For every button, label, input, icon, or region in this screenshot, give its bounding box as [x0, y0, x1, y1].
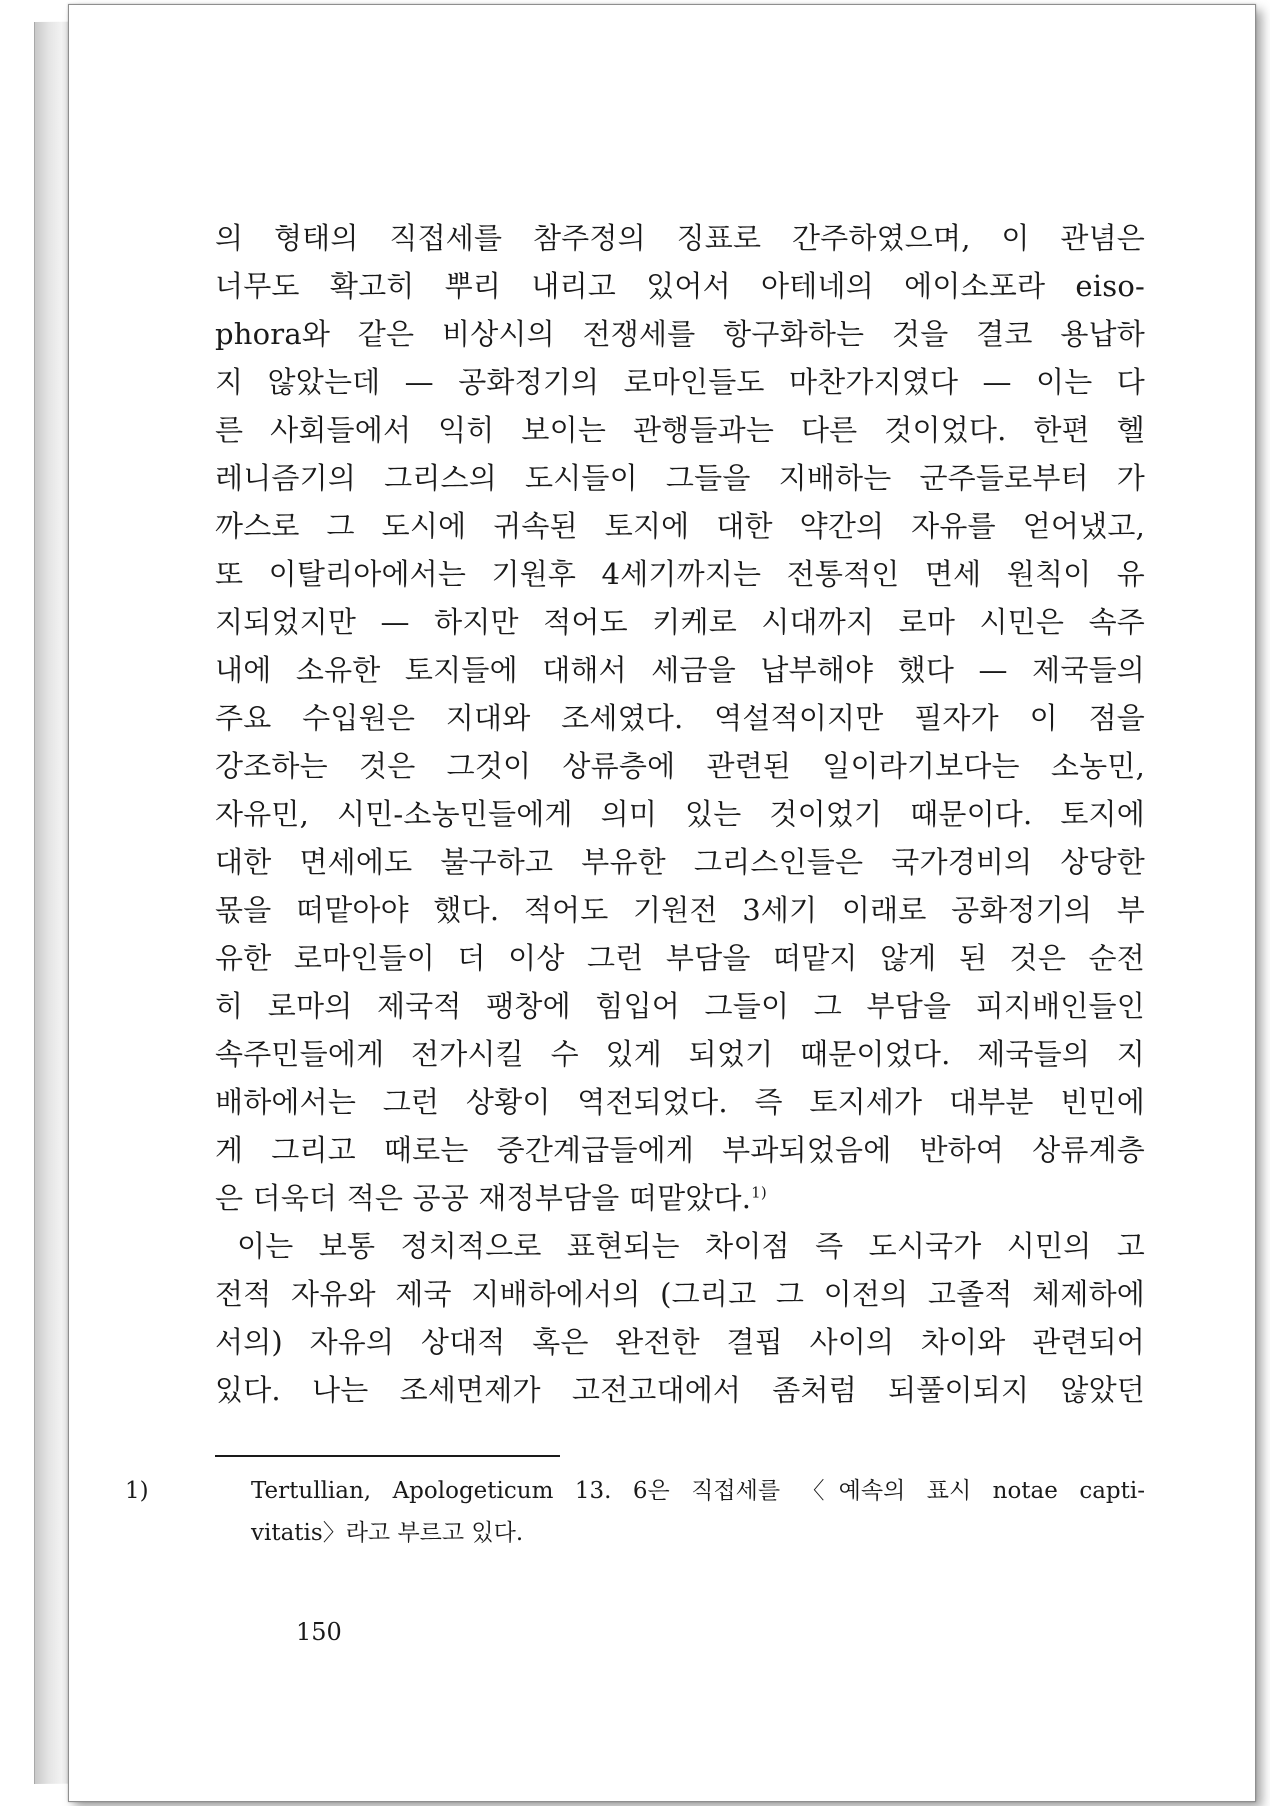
footnote-divider	[215, 1455, 560, 1457]
text-line: 의 형태의 직접세를 참주정의 징표로 간주하였으며, 이 관념은	[215, 221, 1145, 255]
footnote-marker[interactable]: 1)	[751, 1183, 767, 1202]
text-line: 강조하는 것은 그것이 상류층에 관련된 일이라기보다는 소농민,	[215, 749, 1145, 783]
text-line: 배하에서는 그런 상황이 역전되었다. 즉 토지세가 대부분 빈민에	[215, 1085, 1145, 1119]
paragraph-2-line: 이는 보통 정치적으로 표현되는 차이점 즉 도시국가 시민의 고	[237, 1229, 1145, 1263]
text-line: 까스로 그 도시에 귀속된 토지에 대한 약간의 자유를 얻어냈고,	[215, 509, 1145, 543]
text-line: 히 로마의 제국적 팽창에 힘입어 그들이 그 부담을 피지배인들인	[215, 989, 1145, 1023]
body-text	[215, 214, 1145, 1414]
paragraph-2-line: 서의) 자유의 상대적 혹은 완전한 결핍 사이의 차이와 관련되어	[215, 1325, 1145, 1359]
text-line: 유한 로마인들이 더 이상 그런 부담을 떠맡지 않게 된 것은 순전	[215, 941, 1145, 975]
text-line: 게 그리고 때로는 중간계급들에게 부과되었음에 반하여 상류계층	[215, 1133, 1145, 1167]
text-line: 너무도 확고히 뿌리 내리고 있어서 아테네의 에이소포라 eiso-	[215, 269, 1145, 303]
text-line: 지 않았는데 — 공화정기의 로마인들도 마찬가지였다 — 이는 다	[215, 365, 1145, 399]
footnote-line-1	[125, 1470, 1145, 1512]
text-line-last	[215, 1174, 1145, 1222]
text-line: 주요 수입원은 지대와 조세였다. 역설적이지만 필자가 이 점을	[215, 701, 1145, 735]
text-line: 몫을 떠맡아야 했다. 적어도 기원전 3세기 이래로 공화정기의 부	[215, 893, 1145, 927]
text-line: 또 이탈리아에서는 기원후 4세기까지는 전통적인 면세 원칙이 유	[215, 557, 1145, 591]
paragraph-2-line: 전적 자유와 제국 지배하에서의 (그리고 그 이전의 고졸적 체제하에	[215, 1277, 1145, 1311]
text-line: 지되었지만 — 하지만 적어도 키케로 시대까지 로마 시민은 속주	[215, 605, 1145, 639]
footnote-line-2: vitatis〉라고 부르고 있다.	[251, 1520, 524, 1546]
text-line: 레니즘기의 그리스의 도시들이 그들을 지배하는 군주들로부터 가	[215, 461, 1145, 495]
footnote	[125, 1470, 1145, 1554]
text-line: 른 사회들에서 익히 보이는 관행들과는 다른 것이었다. 한편 헬	[215, 413, 1145, 447]
text-line: 대한 면세에도 불구하고 부유한 그리스인들은 국가경비의 상당한	[215, 845, 1145, 879]
text-line: 자유민, 시민-소농민들에게 의미 있는 것이었기 때문이다. 토지에	[215, 797, 1145, 831]
text-line-content: 은 더욱더 적은 공공 재정부담을 떠맡았다.	[215, 1181, 752, 1215]
page-number: 150	[296, 1618, 342, 1646]
text-line: 내에 소유한 토지들에 대해서 세금을 납부해야 했다 — 제국들의	[215, 653, 1145, 687]
paragraph-2-line: 있다. 나는 조세면제가 고전고대에서 좀처럼 되풀이되지 않았던	[215, 1373, 1145, 1407]
text-line: 속주민들에게 전가시킬 수 있게 되었기 때문이었다. 제국들의 지	[215, 1037, 1145, 1071]
footnote-text-1: Tertullian, Apologeticum 13. 6은 직접세를 〈예속의 표시 notae capti-	[251, 1478, 1145, 1504]
footnote-number: 1)	[125, 1478, 149, 1504]
text-line: phora와 같은 비상시의 전쟁세를 항구화하는 것을 결코 용납하	[215, 317, 1145, 351]
